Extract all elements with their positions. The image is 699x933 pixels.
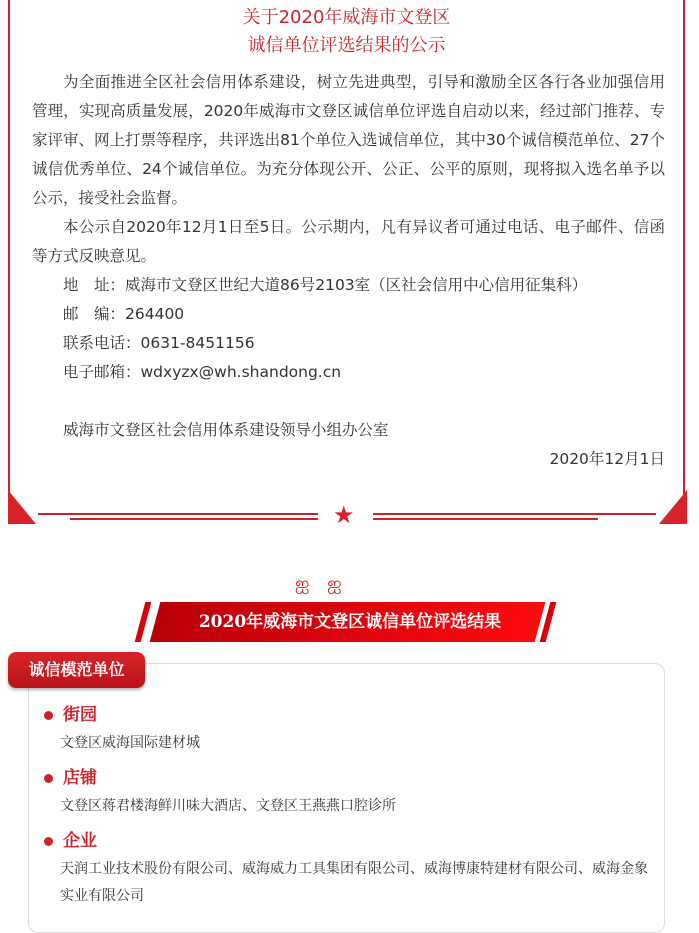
star-icon: ★ xyxy=(333,501,355,529)
category-badge: 诚信模范单位 xyxy=(8,652,145,688)
category-text: 文登区蒋君楼海鲜川味大酒店、文登区王燕燕口腔诊所 xyxy=(60,798,396,814)
category-text: 天润工业技术股份有限公司、威海威力工具集团有限公司、威海博康特建材有限公司、威海金象实业有限公司 xyxy=(60,861,648,904)
bullet-icon xyxy=(44,837,53,846)
category-list xyxy=(44,700,654,916)
date: 2020年12月1日 xyxy=(549,450,665,468)
category-text: 文登区威海国际建材城 xyxy=(60,735,200,751)
bullet-icon xyxy=(44,711,53,720)
phone: 联系电话：0631-8451156 xyxy=(63,334,255,352)
address: 地 址：威海市文登区世纪大道86号2103室（区社会信用中心信用征集科） xyxy=(63,276,588,294)
issuer: 威海市文登区社会信用体系建设领导小组办公室 xyxy=(63,421,389,439)
category-name: 街园 xyxy=(63,705,97,725)
category-name: 店铺 xyxy=(63,768,97,788)
postcode: 邮 编：264400 xyxy=(63,305,185,323)
notice-title xyxy=(10,4,683,60)
title-line: 关于2020年威海市文登区 xyxy=(242,7,451,28)
divider xyxy=(38,513,318,515)
cloud-ornament-icon: ஐ ஐ xyxy=(295,573,348,594)
title-line: 诚信单位评选结果的公示 xyxy=(247,35,446,56)
category-item xyxy=(44,763,654,820)
bullet-icon xyxy=(44,774,53,783)
paragraph: 为全面推进全区社会信用体系建设，树立先进典型，引导和激励全区各行各业加强信用管理，实现高质量发展，2020年威海市文登区诚信单位评选自启动以来，经过部门推荐、专家评审、网上打票等程序，共评选出81个单位入选诚信单位，其中30个诚信模范单位、27个诚信优秀单位、24个诚信单位。为充分体现公开、公正、公平的原则，现将拟入选名单予以公示，接受社会监督。 xyxy=(32,73,665,207)
category-name: 企业 xyxy=(63,831,97,851)
corner-decoration xyxy=(659,490,687,524)
notice-frame xyxy=(8,0,685,520)
divider xyxy=(373,518,598,520)
category-item xyxy=(44,826,654,910)
paragraph: 本公示自2020年12月1日至5日。公示期内，凡有异议者可通过电话、电子邮件、信函等方式反映意见。 xyxy=(32,218,665,265)
category-item xyxy=(44,700,654,757)
corner-decoration xyxy=(8,490,36,524)
email: 电子邮箱：wdxyzx@wh.shandong.cn xyxy=(63,363,342,381)
notice-body xyxy=(32,68,665,474)
section-banner: 2020年威海市文登区诚信单位评选结果 xyxy=(198,612,502,632)
divider xyxy=(70,518,318,520)
divider xyxy=(373,513,656,515)
